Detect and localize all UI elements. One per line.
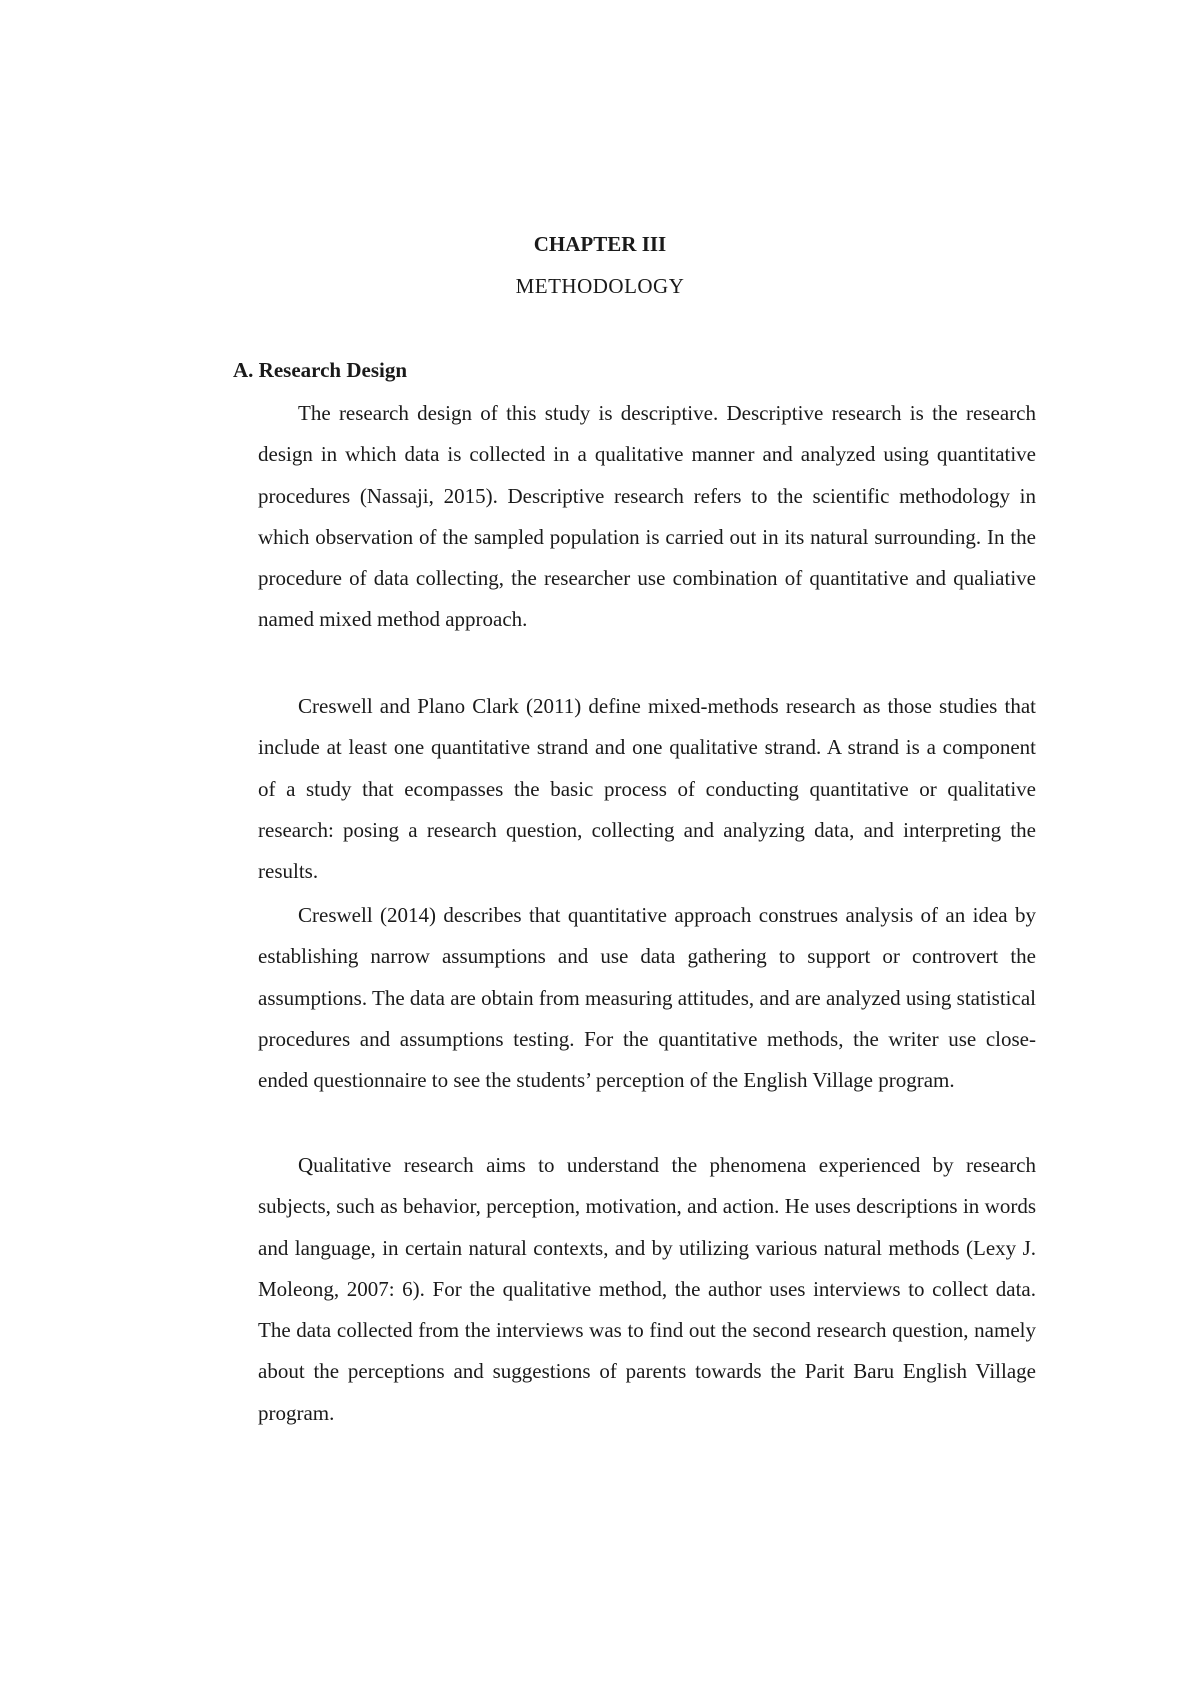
paragraph-mixed-methods: Creswell and Plano Clark (2011) define mixed-methods research as those studies that include at least one quantitative strand and one qualitative strand. A strand is a component of a study that ecompasses the basic process of conducting quantitative or qualitative research: posing a research question, collecting and analyzing data, and interpreting the results.: [258, 694, 1036, 884]
paragraph-qualitative-research: Qualitative research aims to understand the phenomena experienced by research subjects, such as behavior, perception, motivation, and action. He uses descriptions in words and language, in certain natural contexts, and by utilizing various natural methods (Lexy J. Moleong, 2007: 6). For the qualitative method, the author uses interviews to collect data. The data collected from the interviews was to find out the second research question, namely about the perceptions and suggestions of parents towards the Parit Baru English Village program.: [258, 1153, 1036, 1425]
section-heading: A. Research Design: [233, 358, 408, 382]
chapter-number: CHAPTER III: [533, 232, 667, 256]
chapter-title: METHODOLOGY: [515, 274, 685, 298]
paragraph-quantitative-approach: Creswell (2014) describes that quantitative approach construes analysis of an idea by establishing narrow assumptions and use data gathering to support or controvert the assumptions. The data are obtain from measuring attitudes, and are analyzed using statistical procedures and assumptions testing. For the quantitative methods, the writer use close-ended questionnaire to see the students’ perception of the English Village program.: [258, 903, 1036, 1093]
paragraph-research-design: The research design of this study is descriptive. Descriptive research is the research design in which data is collected in a qualitative manner and analyzed using quantitative procedures (Nassaji, 2015). Descriptive research refers to the scientific methodology in which observation of the sampled population is carried out in its natural surrounding. In the procedure of data collecting, the researcher use combination of quantitative and qualiative named mixed method approach.: [258, 401, 1036, 632]
